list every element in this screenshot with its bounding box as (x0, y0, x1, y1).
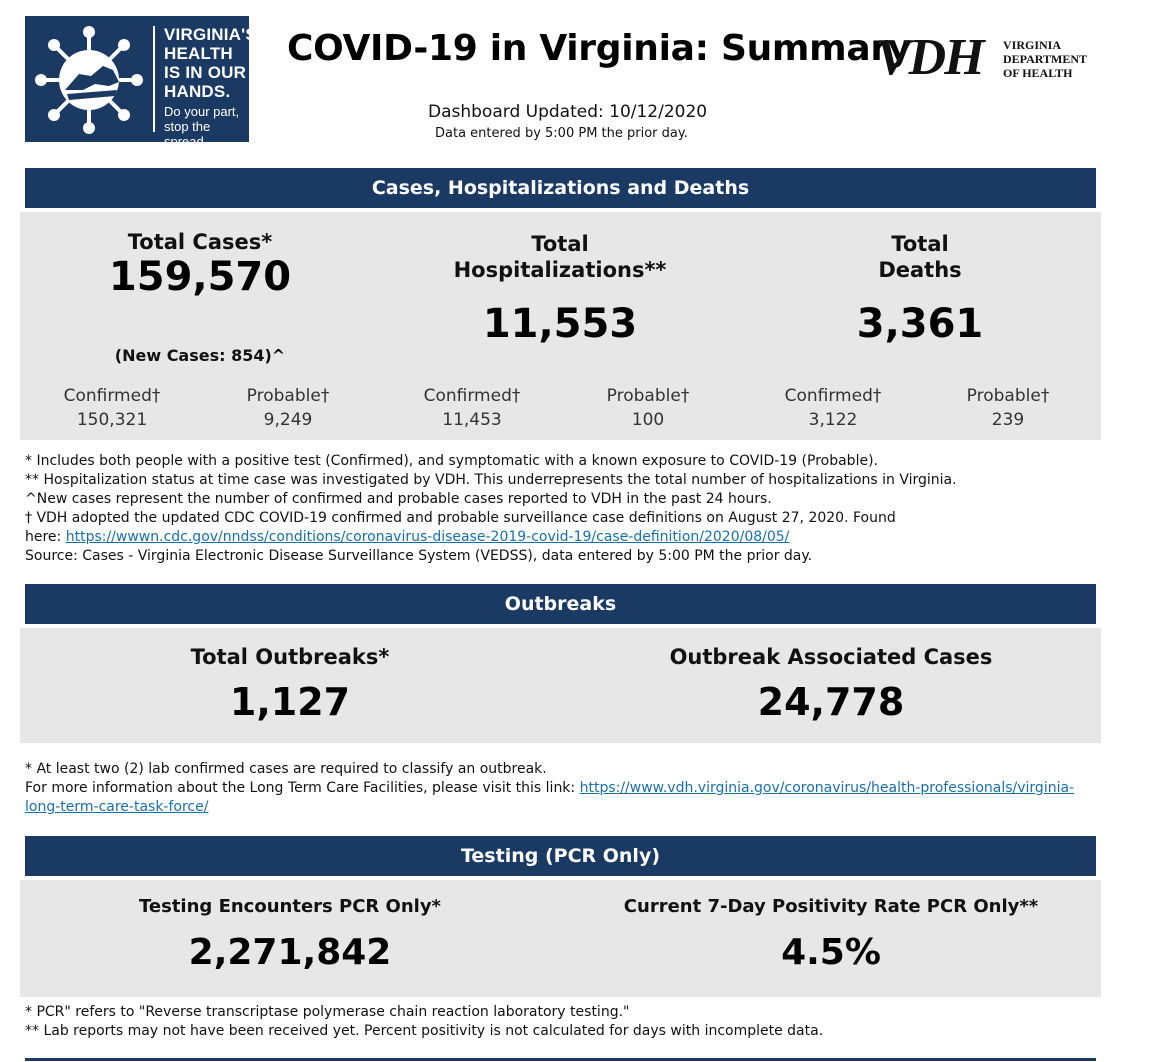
logo-tagline-line: Do your part, (164, 104, 240, 119)
testing-section-header: Testing (PCR Only) (25, 836, 1096, 876)
cdc-definition-link[interactable]: https://wwwn.cdc.gov/nndss/conditions/coronavirus-disease-2019-covid-19/case-definition/2020/08/05/ (65, 529, 790, 545)
cases-confirmed-value: 150,321 (76, 410, 148, 430)
outbreaks-section-header: Outbreaks (25, 584, 1096, 624)
cases-confirmed-label: Confirmed† (63, 386, 161, 406)
hospitalizations-label-line: Total (531, 232, 589, 256)
hosp-probable-value: 100 (631, 410, 665, 430)
testing-encounters-label: Testing Encounters PCR Only* (139, 896, 441, 917)
cases-panel (20, 212, 1101, 440)
outbreaks-notes (25, 760, 1105, 817)
logo-tagline (164, 104, 249, 149)
dashboard-updated: Dashboard Updated: 10/12/2020 (428, 102, 708, 122)
total-hospitalizations-value: 11,553 (482, 301, 638, 347)
bottom-rule (25, 1058, 1096, 1061)
virginia-health-logo (25, 16, 257, 149)
logo-line: HANDS. (164, 82, 231, 101)
logo-divider (153, 26, 155, 132)
data-entered-note: Data entered by 5:00 PM the prior day. (435, 126, 688, 141)
total-cases-label: Total Cases* (127, 230, 273, 254)
outbreaks-note-link-line (25, 798, 1105, 817)
outbreak-cases-value: 24,778 (757, 680, 905, 724)
ltc-task-force-link[interactable]: https://www.vdh.virginia.gov/coronavirus/health-professionals/virginia- (579, 780, 1075, 796)
vdh-letters: VDH (876, 29, 983, 86)
logo-tagline-line: stop the spread. (164, 119, 211, 149)
testing-notes (25, 1003, 1105, 1041)
hosp-confirmed-value: 11,453 (442, 410, 502, 430)
vdh-name-line: DEPARTMENT (1003, 52, 1088, 66)
deaths-probable-value: 239 (991, 410, 1025, 430)
testing-encounters-value: 2,271,842 (188, 932, 392, 973)
logo-line: VIRGINIA'S (164, 25, 257, 44)
cases-section-header: Cases, Hospitalizations and Deaths (25, 168, 1096, 208)
positivity-rate-label: Current 7-Day Positivity Rate PCR Only** (623, 896, 1039, 917)
cases-source: Source: Cases - Virginia Electronic Disease Surveillance System (VEDSS), data entered by 5:00 PM the prior day. (25, 548, 813, 564)
testing-panel (20, 880, 1101, 997)
deaths-label-line: Total (891, 232, 949, 256)
total-hospitalizations-label (410, 231, 710, 283)
deaths-probable-label: Probable† (966, 386, 1050, 406)
page-title: COVID-19 in Virginia: Summary (287, 28, 911, 69)
cases-note: † VDH adopted the updated CDC COVID-19 confirmed and probable surveillance case definitions on August 27, 2020. Found (25, 510, 896, 526)
cases-note: * Includes both people with a positive test (Confirmed), and symptomatic with a known exposure to COVID-19 (Probable). (25, 453, 878, 469)
vdh-name (1003, 38, 1087, 80)
testing-note: * PCR" refers to "Reverse transcriptase polymerase chain reaction laboratory testing." (25, 1004, 630, 1020)
total-outbreaks-label: Total Outbreaks* (190, 645, 390, 669)
total-deaths-value: 3,361 (856, 301, 984, 347)
ltc-task-force-link-cont[interactable]: long-term-care-task-force/ (25, 799, 209, 815)
deaths-label-line: Deaths (878, 258, 962, 282)
cases-note: ** Hospitalization status at time case was investigated by VDH. This underrepresents the total number of hospitalizations in Virginia. (25, 472, 957, 488)
logo-line: IS IN OUR (164, 63, 247, 82)
outbreaks-panel (20, 628, 1101, 743)
cases-note-link-line (25, 528, 1105, 547)
new-cases: (New Cases: 854)^ (114, 346, 286, 365)
vdh-name-line: VIRGINIA (1003, 38, 1062, 52)
positivity-rate-value: 4.5% (781, 932, 881, 973)
total-deaths-label (820, 231, 1020, 283)
link-prefix: For more information about the Long Term Care Facilities, please visit this link: (25, 780, 580, 796)
link-prefix: here: (25, 529, 66, 545)
virus-icon (33, 24, 151, 134)
outbreak-cases-label: Outbreak Associated Cases (669, 645, 993, 669)
hospitalizations-label-line: Hospitalizations** (453, 258, 667, 282)
outbreaks-note-link-line (25, 779, 1105, 798)
vdh-name-line: OF HEALTH (1003, 66, 1073, 80)
cases-note: ^New cases represent the number of confirmed and probable cases reported to VDH in the past 24 hours. (25, 491, 772, 507)
deaths-confirmed-label: Confirmed† (784, 386, 882, 406)
hosp-confirmed-label: Confirmed† (423, 386, 521, 406)
cases-notes (25, 452, 1105, 566)
total-cases-value: 159,570 (108, 254, 292, 300)
outbreaks-note: * At least two (2) lab confirmed cases are required to classify an outbreak. (25, 761, 547, 777)
hosp-probable-label: Probable† (606, 386, 690, 406)
logo-line: HEALTH (164, 44, 233, 63)
deaths-confirmed-value: 3,122 (808, 410, 858, 430)
testing-note: ** Lab reports may not have been received yet. Percent positivity is not calculated for days with incomplete data. (25, 1023, 824, 1039)
cases-probable-value: 9,249 (263, 410, 313, 430)
cases-probable-label: Probable† (246, 386, 330, 406)
logo-text (164, 25, 257, 149)
total-outbreaks-value: 1,127 (229, 680, 351, 724)
vdh-logo (876, 29, 1088, 86)
